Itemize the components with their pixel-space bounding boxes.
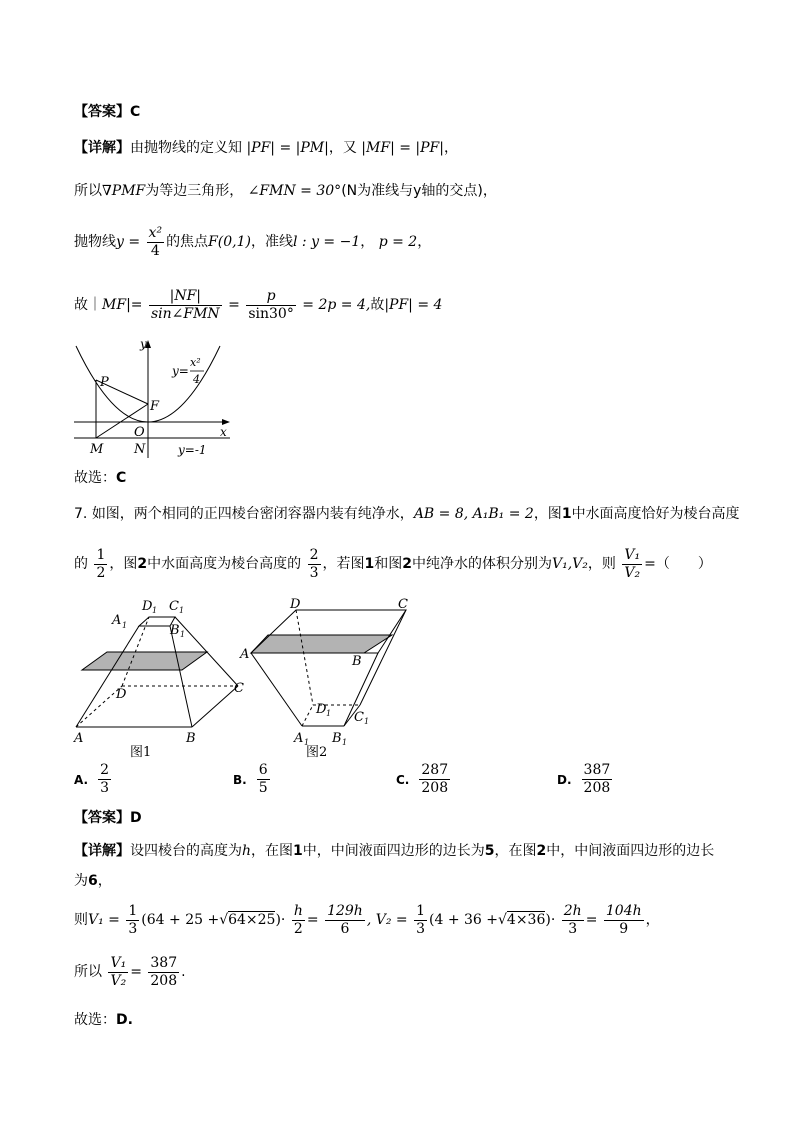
label-d: D [116,687,127,702]
option-a[interactable] [74,762,113,797]
den: 3 [416,920,425,937]
math-expr: = [585,912,598,928]
answer-line-7 [74,808,142,828]
point-o-label: O [134,425,145,440]
fraction [147,225,165,260]
fraction [419,762,450,797]
num: 1 [128,902,138,919]
den: 2 [293,920,303,937]
fraction [582,762,613,797]
label-b1-sub: 1 [180,630,186,639]
fraction [414,903,427,938]
frustum-figure-2 [238,594,412,762]
den: 3 [309,564,319,581]
text-span: 所以 [74,964,102,980]
num: 2 [100,762,109,778]
label-c: C [398,597,408,612]
choice-line-7 [74,1010,133,1030]
curve-den: 4 [193,373,200,386]
text-span: |= [126,297,143,313]
math-expr: (4 + 36 + [429,912,498,928]
choice-value: D. [116,1012,133,1028]
text-span: 为等边三角形， [145,183,244,199]
num: V₁ [624,546,641,563]
label-d1: D [316,702,327,717]
answer-line-6 [74,102,140,122]
den: 208 [583,780,611,796]
point-f-label: F [150,399,160,414]
den: 3 [568,920,578,937]
num: 1 [96,546,106,563]
question-number: 7. [74,506,88,522]
den: 3 [100,780,109,796]
den: 9 [619,920,629,937]
text-span: 抛物线 [74,234,116,250]
number: 1 [364,556,375,572]
label-c: C [234,681,244,696]
math-expr: V₁,V₂ [552,556,588,572]
math-expr: )· [545,912,556,928]
point-m-label: M [90,442,104,457]
num: 104h [605,902,642,919]
math-expr: F(0,1) [208,234,251,250]
text-span: 设四棱台的高度为 [130,843,242,859]
label-d: D [290,597,301,612]
math-expr: |PF| = |PM| [246,140,329,156]
fraction [604,903,644,938]
den: 6 [340,920,350,937]
point-p-label: P [100,375,109,390]
choice-value: C [116,470,127,486]
number: 6 [88,873,98,889]
num: 1 [416,902,425,919]
num: p [246,288,296,306]
num: 387 [583,762,611,778]
num: 129h [327,902,363,919]
option-d[interactable] [557,762,614,797]
text-span: ，在图 [494,843,537,859]
den: 208 [421,780,449,796]
parabola-figure [70,334,240,460]
math-expr: y = [116,234,141,250]
figure-1-caption: 图1 [130,745,152,760]
label-c1-sub: 1 [364,717,370,726]
math-expr: ∇PMF [102,183,146,199]
label-d1-sub: 1 [326,709,332,718]
text-span: 故选： [74,1012,116,1028]
fraction [562,903,584,938]
math-expr: p = 2 [378,234,418,250]
math-expr: )· [275,912,286,928]
fraction [126,903,139,938]
text-span: 中纯净水的体积分别为 [412,556,552,572]
fraction [108,955,128,990]
num: 2h [563,902,582,919]
fraction [257,762,270,797]
text-span: (N为准线与y轴的交点)， [341,183,497,199]
text-span: =（ ） [644,556,712,572]
frustum-figure-1 [70,594,254,762]
math-expr: |MF| = |PF| [361,140,444,156]
math-expr: = 2p = 4, [302,297,371,313]
text-span: 中水面高度为棱台高度的 [147,556,302,572]
label-a1: A [112,613,122,628]
math-expr: ∠FMN = 30° [247,183,342,199]
den: 208 [150,972,178,989]
text-span: 则 [74,912,88,928]
choice-line-6 [74,468,126,488]
math-expr: (64 + 25 + [141,912,220,928]
point-n-label: N [134,442,146,457]
num: 287 [421,762,449,778]
text-span: 故选： [74,470,116,486]
number: 1 [293,843,303,859]
math-expr: AB = 8, A₁B₁ = 2 [413,506,534,522]
den: 4 [150,242,160,259]
num: 387 [150,954,178,971]
text-span: ，准线 [250,234,293,250]
label-a1-sub: 1 [304,738,310,747]
label-c1-sub: 1 [179,606,185,615]
math-expr: h [242,843,252,859]
label-a: A [74,731,84,746]
math-expr: = [228,297,240,313]
detail-7-line-3: 则V₁ = $\frac{1}{3}$ (64 + 25 +√64×25)· $\frac{h}{2}$ = $\frac{129h}{6}$ , V₂ = $\frac{1}{3}$ (4 + 36 +√4×36)· $\frac{2h}{3}$ = $\frac{104h}{9}$ ， [74,902,660,937]
text-span: . [181,964,186,980]
fraction [94,547,107,582]
math-expr: |PF| = 4 [384,297,443,313]
label-a1: A [294,731,304,746]
fraction [622,547,642,582]
num: h [293,902,303,919]
text-span: 中水面高度恰好为棱台高度 [571,506,740,522]
text-span: ， [97,873,112,889]
label-a1-sub: 1 [122,621,128,630]
num: V₁ [110,954,127,971]
den: sin30° [248,305,294,322]
text-span: 中，中间液面四边形的边长 [546,843,715,859]
detail-7-line-2 [74,871,112,891]
text-span: 和图 [374,556,403,572]
text-span: ，在图 [251,843,294,859]
number: 5 [484,843,495,859]
sqrt-expr: 4×36 [506,912,546,928]
num: 6 [258,762,268,778]
text-span: ，则 [587,556,616,572]
label-c1: C [169,599,179,614]
math-expr: = [130,964,142,980]
label-a: A [240,647,250,662]
math-expr: V₁ = [88,912,120,928]
option-b[interactable] [233,762,272,797]
detail-tag: 【详解】 [74,140,130,156]
figure-2-caption: 图2 [306,745,328,760]
text-span: 如图，两个相同的正四棱台密闭容器内装有纯净水， [91,506,414,522]
option-c[interactable] [396,762,452,797]
math-expr: MF [102,297,127,313]
detail-line-1 [74,138,458,158]
text-span: 所以 [74,183,102,199]
label-b: B [352,654,362,669]
text-span: ， [443,140,458,156]
answer-value: D [130,810,142,826]
num: 2 [309,546,319,563]
answer-tag: 【答案】 [74,810,130,826]
num: |NF| [149,288,222,306]
detail-line-2 [74,181,497,201]
number: 2 [137,556,148,572]
fraction [148,955,179,990]
fraction [98,762,111,797]
y-axis-label: y [140,337,147,351]
fraction [308,547,321,582]
directrix-label: y=-1 [178,443,207,457]
label-c1: C [354,710,364,725]
fraction [325,903,365,938]
text-span: ，图 [533,506,562,522]
sqrt-expr: 64×25 [228,912,276,928]
x-axis-label: x [220,425,227,439]
option-label: A. [74,772,89,787]
text-span: ， [360,234,375,250]
option-label: D. [557,772,572,787]
den: sin∠FMN [150,305,220,322]
den: 5 [258,780,268,796]
math-expr: , V₂ = [366,912,408,928]
math-expr: l : y = −1 [292,234,361,250]
curve-num: x² [190,356,201,369]
text-span: ，又 [328,140,357,156]
text-span: ，图 [109,556,138,572]
option-label: B. [233,772,247,787]
den: 3 [128,920,138,937]
text-span: ， [417,234,432,250]
text-span: 由抛物线的定义知 [130,140,242,156]
detail-line-3 [74,222,431,262]
number: 2 [402,556,412,572]
question-7-line-2 [74,543,712,585]
text-span: 为 [74,873,88,889]
label-d1-sub: 1 [152,606,158,615]
text-span: 故 [370,297,385,313]
label-b1: B [332,731,342,746]
fraction [149,288,222,323]
number: 2 [536,843,547,859]
curve-label: y= [172,364,189,378]
label-b1-sub: 1 [342,738,348,747]
answer-value: C [130,104,141,120]
option-label: C. [396,772,410,787]
text-span: 故｜ [74,297,102,313]
text-span: 的 [74,556,88,572]
text-span: ，若图 [322,556,365,572]
label-d1: D [142,599,153,614]
label-b1: B [170,623,180,638]
number: 1 [561,506,572,522]
math-expr: = [306,912,319,928]
text-span: ， [645,912,660,928]
fraction [246,288,296,323]
text-span: 的焦点 [166,234,209,250]
text-span: 中，中间液面四边形的边长为 [302,843,485,859]
fraction [292,903,305,938]
num: x² [148,224,163,241]
detail-tag: 【详解】 [74,843,130,859]
den: 2 [96,564,106,581]
detail-7-line-4 [74,950,186,994]
detail-line-4 [74,284,442,326]
den: V₂ [110,972,127,989]
detail-7-line-1 [74,841,714,861]
label-b: B [186,731,196,746]
question-7-line-1 [74,504,740,524]
den: V₂ [624,564,641,581]
answer-tag: 【答案】 [74,104,130,120]
